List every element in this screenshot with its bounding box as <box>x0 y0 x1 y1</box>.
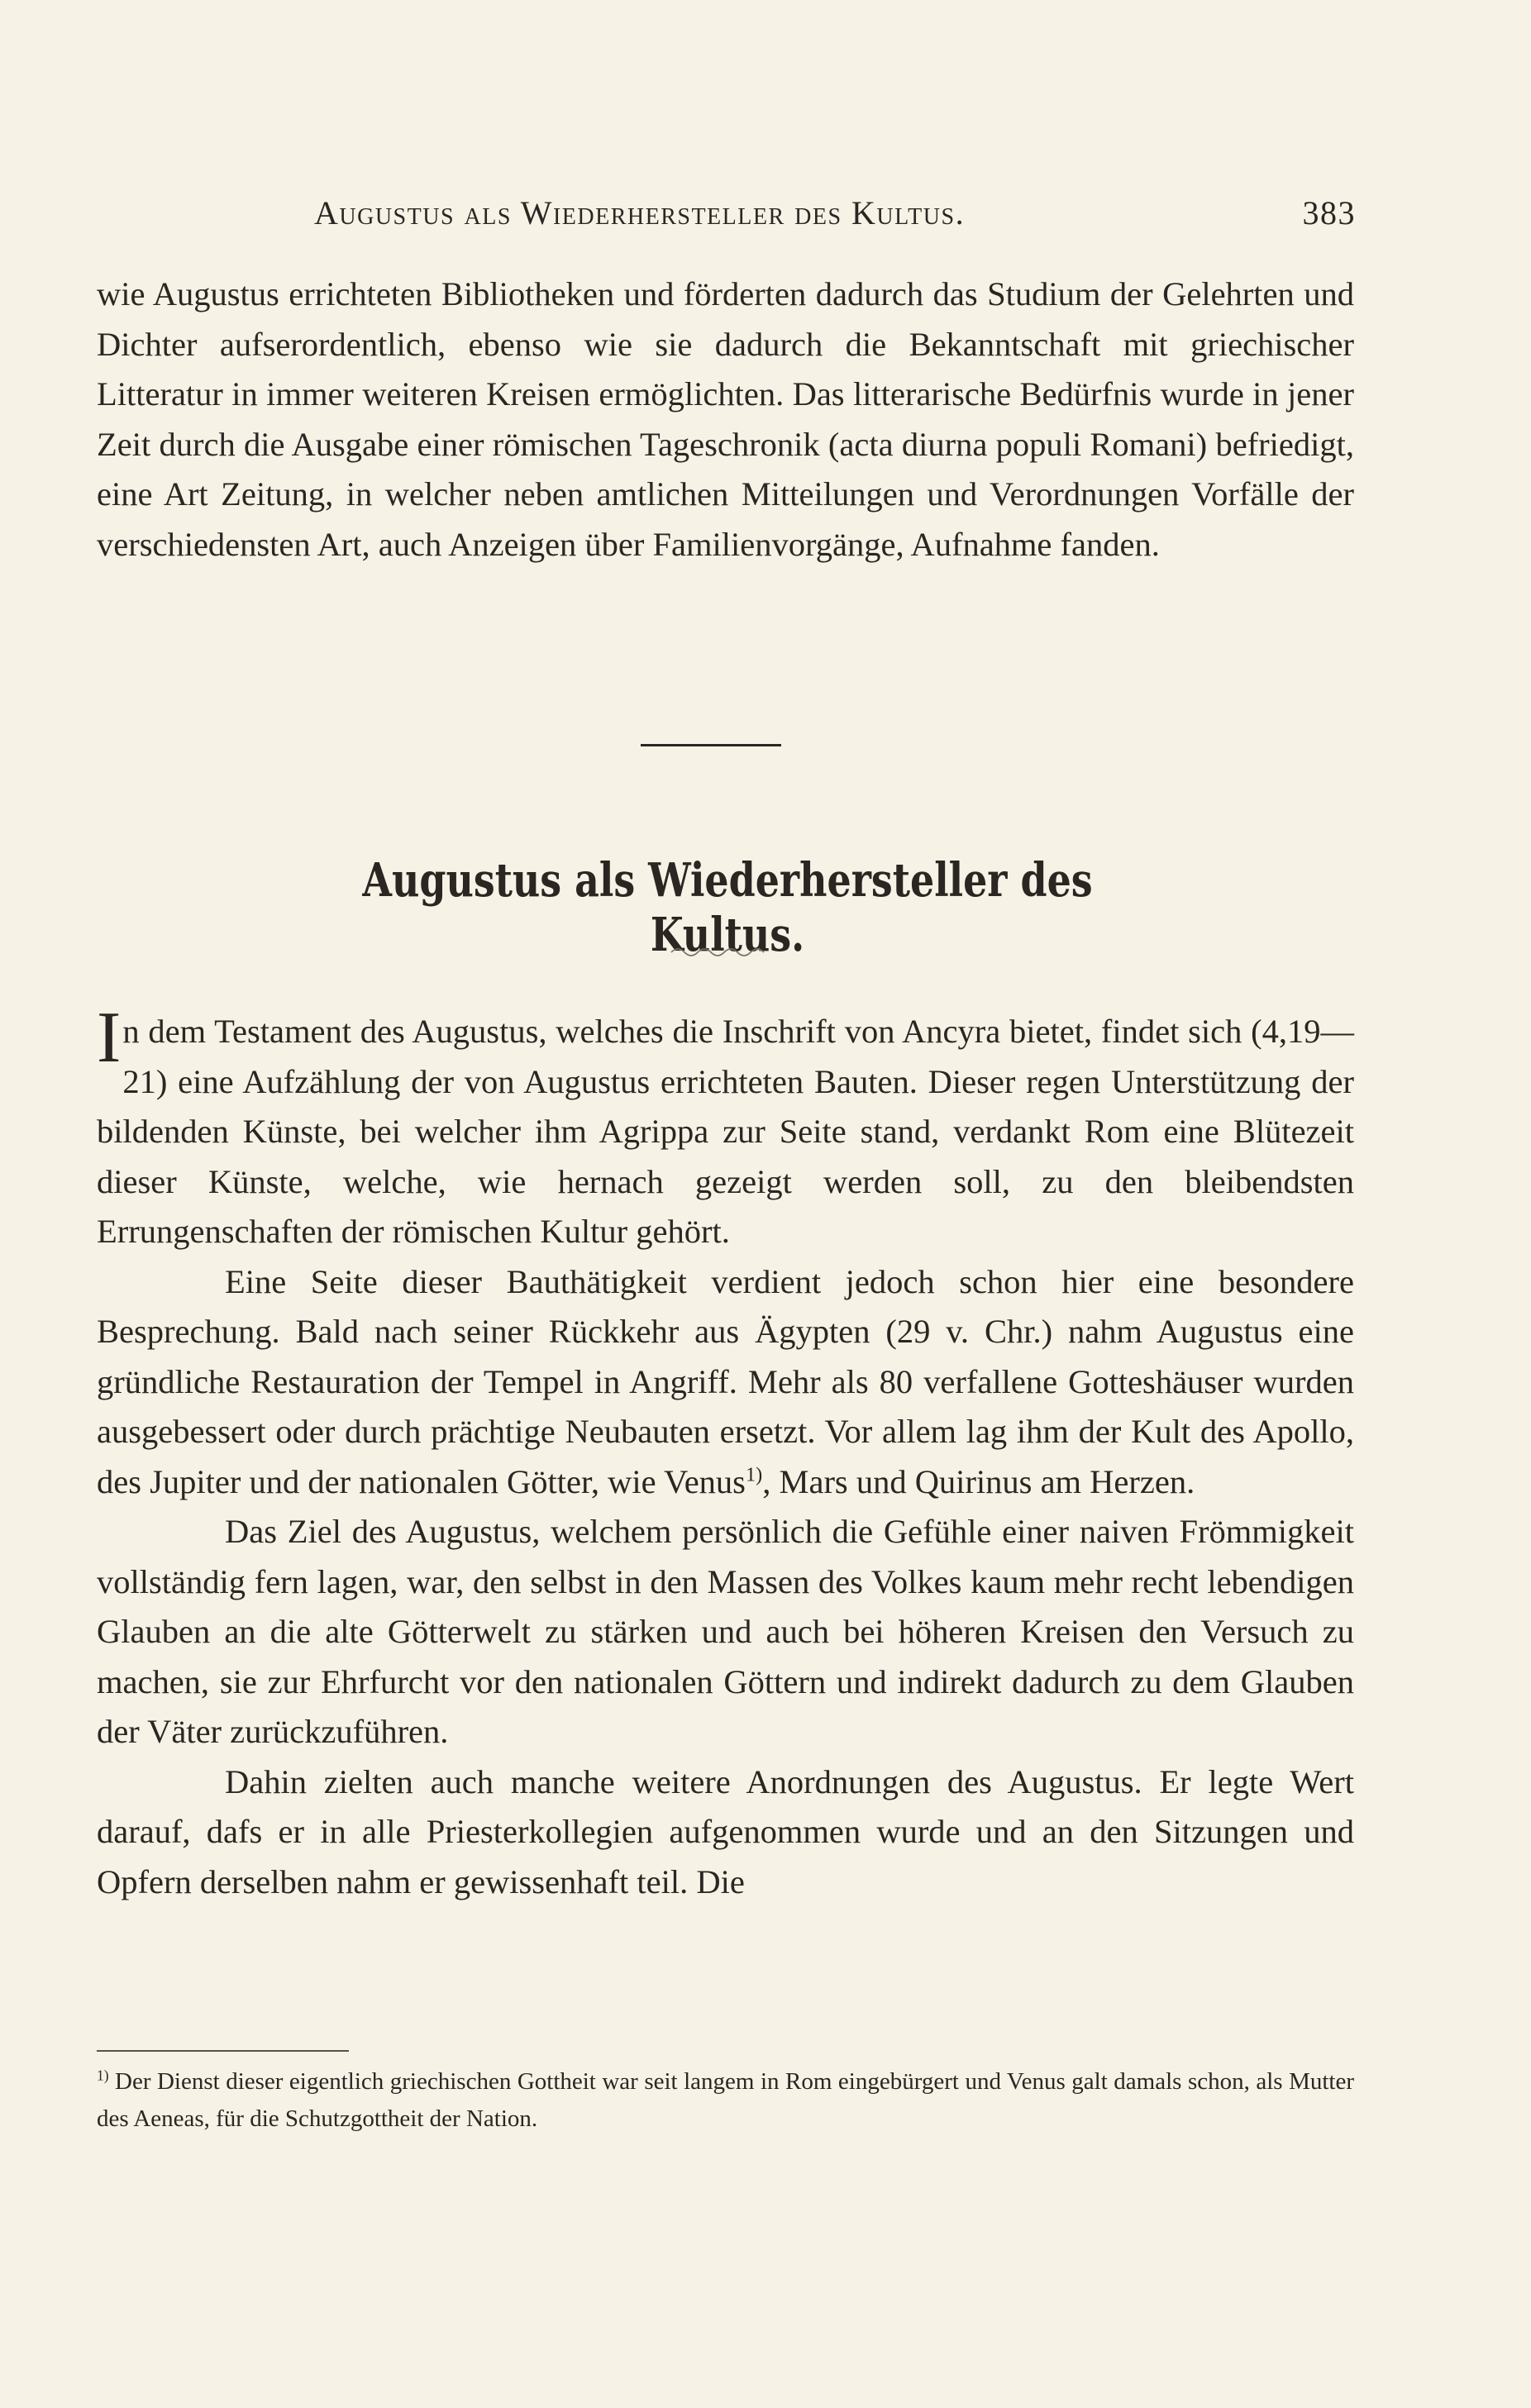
footnote-rule <box>97 2050 349 2052</box>
paragraph-3: Das Ziel des Augustus, welchem persönlich die Gefühle einer naiven Frömmigkeit vollständig fern lagen, war, den selbst in den Massen des Volkes kaum mehr recht lebendigen Glauben an die alte Götterwelt zu stärken und auch bei höheren Kreisen den Versuch zu machen, sie zur Ehrfurcht vor den nationalen Göttern und indirekt dadurch zu dem Glauben der Väter zurückzuführen. <box>97 1513 1354 1750</box>
page-number: 383 <box>1302 194 1356 231</box>
initial-letter: I <box>97 998 122 1078</box>
footnote-reference[interactable]: 1) <box>745 1463 763 1485</box>
footnote <box>97 2063 1354 2138</box>
running-header <box>314 193 1356 243</box>
section-body <box>97 998 1354 1907</box>
running-header-title: Augustus als Wiederhersteller des Kultus. <box>314 194 966 231</box>
section-heading: Augustus als Wiederhersteller des Kultus. <box>362 853 1093 962</box>
paragraph-2-text-a: Eine Seite dieser Bauthätigkeit verdient jedoch schon hier eine besondere Besprechung. Bald nach seiner Rückkehr aus Ägypten (29 v. Chr.) nahm Augustus eine gründliche Restauration der Tempel in Angriff. Mehr als 80 verfallene Gotteshäuser wurden ausgebessert oder durch prächtige Neubauten ersetzt. Vor allem lag ihm der Kult des Apollo, des Jupiter und der nationalen Götter, wie Venus <box>97 1262 1354 1500</box>
paragraph-2-text-b: , Mars und Quirinus am Herzen. <box>762 1462 1195 1500</box>
paragraph-4: Dahin zielten auch manche weitere Anordnungen des Augustus. Er legte Wert darauf, dafs er in alle Priesterkollegien aufgenommen wurde und an den Sitzungen und Opfern derselben nahm er gewissenhaft teil. Die <box>97 1762 1354 1900</box>
continued-paragraph: wie Augustus errichteten Bibliotheken und förderten dadurch das Studium der Gelehrten und Dichter aufserordentlich, ebenso wie sie dadurch die Bekanntschaft mit griechischer Litteratur in immer weiteren Kreisen ermöglichten. Das litterarische Bedürfnis wurde in jener Zeit durch die Ausgabe einer römischen Tageschronik (acta diurna populi Romani) befriedigt, eine Art Zeitung, in welcher neben amtlichen Mitteilungen und Verordnungen Vorfälle der verschiedensten Art, auch Anzeigen über Familienvorgänge, Aufnahme fanden. <box>97 275 1354 563</box>
ornament-flourish-icon <box>668 942 775 959</box>
footnote-marker: 1) <box>97 2067 109 2084</box>
footnote-text: Der Dienst dieser eigentlich griechischen Gottheit war seit langem in Rom eingebürgert und Venus galt damals schon, als Mutter des Aeneas, für die Schutzgottheit der Nation. <box>97 2068 1354 2132</box>
continued-paragraph-block <box>97 269 1354 570</box>
paragraph-2 <box>97 1257 1354 1508</box>
paragraph-1-text: n dem Testament des Augustus, welches die Inschrift von Ancyra bietet, findet sich (4,19—21) eine Aufzählung der von Augustus errichteten Bauten. Dieser regen Unterstützung der bildenden Künste, bei welcher ihm Agrippa zur Seite stand, verdankt Rom eine Blütezeit dieser Künste, welche, wie hernach gezeigt werden soll, zu den bleibendsten Errungenschaften der römischen Kultur gehört. <box>97 1013 1354 1250</box>
paragraph-1 <box>97 998 1354 1257</box>
section-divider-rule <box>641 744 781 746</box>
